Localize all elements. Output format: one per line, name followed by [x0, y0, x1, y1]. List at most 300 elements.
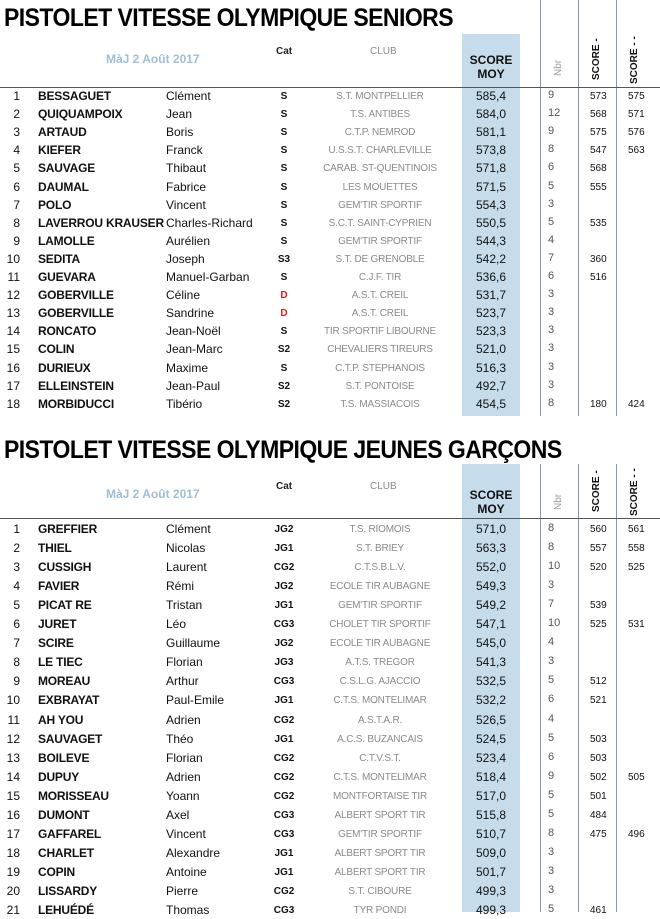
- score-moy: 571,0: [475, 522, 507, 536]
- first-name: Joseph: [166, 251, 205, 266]
- table-row: [0, 863, 660, 881]
- score-moy: 523,4: [475, 750, 507, 765]
- club-name: C.T.S.B.L.V.: [354, 562, 406, 574]
- category: D: [280, 308, 288, 320]
- rank: 9: [13, 674, 20, 689]
- category: S: [280, 109, 288, 121]
- category: S3: [277, 253, 291, 265]
- table-row: [0, 806, 660, 824]
- first-name: Florian: [166, 655, 203, 670]
- table-row: [0, 395, 660, 413]
- score-moy: 517,0: [475, 788, 507, 803]
- table-row: [0, 87, 660, 105]
- score1-value: 568: [590, 109, 607, 121]
- category: S: [280, 127, 288, 139]
- last-name: LAVERROU KRAUSER: [38, 215, 164, 230]
- club-name: A.T.S. TREGOR: [345, 657, 415, 669]
- nbr-header: Nbr: [553, 493, 564, 510]
- rank: 21: [6, 903, 20, 917]
- score-moy: 544,3: [475, 233, 507, 248]
- rank: 8: [13, 215, 20, 230]
- club-name: CHEVALIERS TIREURS: [327, 344, 433, 356]
- category: S: [280, 91, 288, 102]
- nbr-value: 5: [548, 788, 555, 801]
- score1-value: 535: [590, 217, 607, 229]
- category: S2: [277, 344, 291, 356]
- score1-value: 360: [590, 253, 607, 265]
- score1-value: 568: [590, 163, 607, 175]
- first-name: Léo: [166, 617, 187, 632]
- club-name: S.T. DE GRENOBLE: [335, 253, 425, 265]
- table-row: [0, 159, 660, 177]
- first-name: Tristan: [166, 598, 203, 613]
- nbr-value: 5: [548, 179, 555, 192]
- score-moy: 547,1: [475, 617, 507, 632]
- category: CG3: [273, 676, 295, 688]
- last-name: COPIN: [38, 864, 76, 879]
- club-name: A.C.S. BUZANCAIS: [337, 733, 423, 745]
- last-name: QUIQUAMPOIX: [38, 107, 123, 122]
- nbr-header: Nbr: [553, 59, 564, 76]
- nbr-value: 8: [548, 143, 555, 156]
- category: CG2: [273, 562, 295, 574]
- nbr-value: 7: [548, 251, 555, 264]
- rank: 2: [13, 541, 20, 556]
- rank: 10: [6, 251, 20, 266]
- table-row: [0, 377, 660, 395]
- score-moy: 499,3: [475, 903, 507, 917]
- nbr-value: 7: [548, 598, 555, 611]
- rank: 14: [6, 324, 20, 339]
- first-name: Vincent: [166, 197, 206, 212]
- nbr-value: 3: [548, 579, 555, 592]
- club-name: ECOLE TIR AUBAGNE: [329, 638, 431, 650]
- rank: 4: [13, 143, 20, 158]
- score-moy: 509,0: [475, 845, 507, 860]
- club-name: U.S.S.T. CHARLEVILLE: [328, 145, 432, 157]
- club-name: S.T. PONTOISE: [345, 380, 415, 392]
- score-moy: 499,3: [475, 883, 507, 898]
- category: CG2: [273, 790, 295, 802]
- last-name: SAUVAGE: [38, 161, 96, 176]
- club-name: C.T.S. MONTELIMAR: [333, 695, 427, 707]
- table-row: [0, 672, 660, 690]
- nbr-value: 12: [548, 107, 561, 120]
- score1-value: 516: [590, 272, 607, 283]
- first-name: Franck: [166, 143, 203, 158]
- nbr-value: 9: [548, 769, 555, 782]
- update-date: MàJ 2 Août 2017: [106, 52, 200, 66]
- score2-value: 571: [628, 109, 645, 121]
- club-name: CHOLET TIR SPORTIF: [329, 619, 431, 631]
- category: S: [280, 181, 288, 193]
- rank: 18: [6, 396, 20, 411]
- nbr-value: 3: [548, 378, 555, 391]
- first-name: Rémi: [166, 579, 195, 594]
- nbr-value: 3: [548, 655, 555, 668]
- score1-value: 557: [590, 543, 607, 555]
- nbr-value: 3: [548, 306, 555, 319]
- table-row: [0, 340, 660, 358]
- nbr-value: 8: [548, 826, 555, 839]
- last-name: ELLEINSTEIN: [38, 378, 114, 393]
- first-name: Adrien: [166, 769, 201, 784]
- club-name: GEM'TIR SPORTIF: [338, 199, 422, 211]
- table-row: [0, 577, 660, 595]
- section-title: PISTOLET VITESSE OLYMPIQUE JEUNES GARÇONS: [4, 436, 562, 464]
- score-moy-header: SCORE MOY: [469, 488, 513, 516]
- last-name: LAMOLLE: [38, 233, 95, 248]
- last-name: DAUMAL: [38, 179, 89, 194]
- nbr-value: 5: [548, 731, 555, 744]
- rank: 20: [6, 883, 20, 898]
- nbr-value: 5: [548, 674, 555, 687]
- score-moy: 501,7: [475, 864, 507, 879]
- rank: 2: [13, 107, 20, 122]
- nbr-value: 8: [548, 522, 555, 534]
- table-row: [0, 196, 660, 214]
- table-row: [0, 250, 660, 268]
- rank: 8: [13, 655, 20, 670]
- nbr-value: 6: [548, 161, 555, 174]
- score2-value: 496: [628, 828, 645, 840]
- first-name: Boris: [166, 125, 194, 140]
- nbr-value: 6: [548, 693, 555, 706]
- category: JG3: [274, 657, 294, 669]
- club-name: ALBERT SPORT TIR: [334, 847, 426, 859]
- last-name: DUMONT: [38, 807, 90, 822]
- table-row: [0, 730, 660, 748]
- score1-value: 560: [590, 524, 607, 535]
- club-name: C.T.S. MONTELIMAR: [333, 771, 427, 783]
- first-name: Théo: [166, 731, 194, 746]
- score-moy: 492,7: [475, 378, 507, 393]
- score-moy: 531,7: [475, 288, 507, 303]
- table-row: [0, 596, 660, 614]
- first-name: Antoine: [166, 864, 207, 879]
- score-moy: 516,3: [475, 360, 507, 375]
- category: JG1: [274, 866, 294, 878]
- club-name: C.T.P. NEMROD: [344, 127, 416, 139]
- rank: 7: [13, 636, 20, 651]
- first-name: Charles-Richard: [166, 215, 253, 230]
- rank: 5: [13, 598, 20, 613]
- table-row: [0, 268, 660, 286]
- club-name: ECOLE TIR AUBAGNE: [329, 581, 431, 593]
- club-name: GEM'TIR SPORTIF: [338, 828, 422, 840]
- rank: 10: [6, 693, 20, 708]
- first-name: Arthur: [166, 674, 199, 689]
- score-moy-header: SCORE MOY: [469, 53, 513, 81]
- first-name: Thomas: [166, 903, 210, 917]
- club-name: ALBERT SPORT TIR: [334, 809, 426, 821]
- club-name: S.C.T. SAINT-CYPRIEN: [328, 217, 432, 229]
- score-moy: 518,4: [475, 769, 507, 784]
- score2-value: 561: [628, 524, 645, 535]
- club-name: S.T. CIBOURE: [348, 885, 412, 897]
- last-name: LE TIEC: [38, 655, 83, 670]
- score1-value: 521: [590, 695, 607, 707]
- category: JG1: [274, 733, 294, 745]
- last-name: JURET: [38, 617, 77, 632]
- nbr-value: 3: [548, 288, 555, 301]
- score-moy: 550,5: [475, 215, 507, 230]
- score2-value: 424: [628, 398, 645, 410]
- header-divider: [0, 518, 660, 519]
- nbr-value: 4: [548, 712, 555, 725]
- cat-header: Cat: [276, 46, 293, 57]
- first-name: Aurélien: [166, 233, 211, 248]
- nbr-value: 3: [548, 845, 555, 858]
- nbr-value: 4: [548, 233, 555, 246]
- rank: 15: [6, 342, 20, 357]
- table-row: [0, 520, 660, 538]
- category: JG2: [274, 581, 294, 593]
- score-moy: 571,5: [475, 179, 507, 194]
- table-row: [0, 653, 660, 671]
- score1-value: 573: [590, 91, 607, 102]
- category: CG2: [273, 714, 295, 726]
- table-row: [0, 787, 660, 805]
- last-name: BESSAGUET: [38, 89, 111, 103]
- club-name: C.S.L.G. AJACCIO: [339, 676, 421, 688]
- first-name: Laurent: [166, 560, 207, 575]
- score-moy: 542,2: [475, 251, 507, 266]
- category: S: [280, 272, 288, 283]
- club-header: CLUB: [370, 46, 397, 57]
- club-name: GEM'TIR SPORTIF: [338, 235, 422, 247]
- category: JG1: [274, 847, 294, 859]
- club-name: S.T. BRIEY: [355, 543, 404, 555]
- score2-value: 563: [628, 145, 645, 157]
- category: S2: [277, 398, 291, 410]
- last-name: LISSARDY: [38, 883, 98, 898]
- last-name: POLO: [38, 197, 72, 212]
- club-name: T.S. ANTIBES: [350, 109, 410, 121]
- jeunes-section: [0, 432, 660, 917]
- rank: 17: [6, 378, 20, 393]
- table-row: [0, 901, 660, 919]
- score1-value: 503: [590, 733, 607, 745]
- club-name: S.T. MONTPELLIER: [336, 91, 424, 102]
- score1-value: 575: [590, 127, 607, 139]
- club-name: MONTFORTAISE TIR: [332, 790, 428, 802]
- rank: 16: [6, 360, 20, 375]
- rank: 13: [6, 750, 20, 765]
- first-name: Guillaume: [166, 636, 221, 651]
- score-moy: 521,0: [475, 342, 507, 357]
- category: CG2: [273, 771, 295, 783]
- table-row: [0, 322, 660, 340]
- last-name: GOBERVILLE: [38, 288, 114, 303]
- table-row: [0, 178, 660, 196]
- club-name: A.S.T. CREIL: [351, 290, 409, 302]
- first-name: Jean-Marc: [166, 342, 223, 357]
- rank: 5: [13, 161, 20, 176]
- category: CG2: [273, 885, 295, 897]
- table-row: [0, 214, 660, 232]
- rank: 1: [13, 89, 20, 103]
- table-row: [0, 768, 660, 786]
- cat-header: Cat: [276, 481, 293, 492]
- nbr-value: 5: [548, 903, 555, 915]
- score1-header: SCORE -: [591, 470, 602, 512]
- last-name: SEDITA: [38, 251, 80, 266]
- club-name: C.T.V.S.T.: [359, 752, 401, 764]
- seniors-section: [0, 0, 660, 420]
- score1-value: 525: [590, 619, 607, 631]
- rank: 13: [6, 306, 20, 321]
- club-name: CARAB. ST-QUENTINOIS: [323, 163, 437, 175]
- club-name: GEM'TIR SPORTIF: [338, 600, 422, 612]
- score-moy: 536,6: [475, 270, 507, 284]
- category: JG1: [274, 600, 294, 612]
- last-name: CUSSIGH: [38, 560, 92, 575]
- category: S: [280, 217, 288, 229]
- first-name: Fabrice: [166, 179, 207, 194]
- last-name: THIEL: [38, 541, 72, 556]
- score2-value: 505: [628, 771, 645, 783]
- table-row: [0, 232, 660, 250]
- rank: 18: [6, 845, 20, 860]
- nbr-value: 3: [548, 324, 555, 337]
- last-name: GREFFIER: [38, 522, 98, 536]
- club-name: C.J.F. TIR: [358, 272, 402, 283]
- club-header: CLUB: [370, 481, 397, 492]
- first-name: Tibério: [166, 396, 203, 411]
- score1-value: 539: [590, 600, 607, 612]
- nbr-value: 5: [548, 215, 555, 228]
- score2-value: 525: [628, 562, 645, 574]
- score-moy: 523,3: [475, 324, 507, 339]
- table-row: [0, 304, 660, 322]
- update-date: MàJ 2 Août 2017: [106, 487, 200, 501]
- score1-value: 501: [590, 790, 607, 802]
- category: S: [280, 235, 288, 247]
- score-moy: 584,0: [475, 107, 507, 122]
- section-title: PISTOLET VITESSE OLYMPIQUE SENIORS: [4, 4, 454, 32]
- score1-value: 503: [590, 752, 607, 764]
- score-moy: 526,5: [475, 712, 507, 727]
- category: S: [280, 199, 288, 211]
- club-name: ALBERT SPORT TIR: [334, 866, 426, 878]
- last-name: GAFFAREL: [38, 826, 102, 841]
- last-name: RONCATO: [38, 324, 97, 339]
- table-row: [0, 539, 660, 557]
- score-moy: 523,7: [475, 306, 507, 321]
- last-name: MORISSEAU: [38, 788, 109, 803]
- nbr-value: 4: [548, 636, 555, 649]
- table-row: [0, 141, 660, 159]
- rank: 11: [7, 270, 20, 284]
- nbr-value: 8: [548, 396, 555, 409]
- score-moy: 581,1: [475, 125, 507, 140]
- score1-value: 484: [590, 809, 607, 821]
- score1-value: 475: [590, 828, 607, 840]
- nbr-value: 10: [548, 560, 561, 573]
- last-name: EXBRAYAT: [38, 693, 100, 708]
- club-name: A.S.T. CREIL: [351, 308, 409, 320]
- last-name: DUPUY: [38, 769, 80, 784]
- score1-value: 180: [590, 398, 607, 410]
- last-name: AH YOU: [38, 712, 84, 727]
- category: JG1: [274, 695, 294, 707]
- last-name: DURIEUX: [38, 360, 91, 375]
- score1-value: 547: [590, 145, 607, 157]
- first-name: Axel: [166, 807, 190, 822]
- table-row: [0, 749, 660, 767]
- score-moy: 573,8: [475, 143, 507, 158]
- score-moy: 532,2: [475, 693, 507, 708]
- score1-header: SCORE -: [591, 38, 602, 80]
- category: CG3: [273, 828, 295, 840]
- score2-value: 558: [628, 543, 645, 555]
- score2-value: 575: [628, 91, 645, 102]
- nbr-value: 3: [548, 197, 555, 210]
- first-name: Jean: [166, 107, 193, 122]
- nbr-value: 3: [548, 864, 555, 877]
- first-name: Jean-Paul: [166, 378, 221, 393]
- table-row: [0, 286, 660, 304]
- table-row: [0, 825, 660, 843]
- club-name: TIR SPORTIF LIBOURNE: [324, 326, 436, 338]
- table-row: [0, 105, 660, 123]
- nbr-value: 3: [548, 360, 555, 373]
- category: CG3: [273, 619, 295, 631]
- category: D: [280, 290, 288, 302]
- last-name: LEHUÉDÉ: [38, 903, 94, 917]
- category: S: [280, 145, 288, 157]
- first-name: Thibaut: [166, 161, 207, 176]
- score-moy: 510,7: [475, 826, 507, 841]
- first-name: Paul-Emile: [166, 693, 225, 708]
- first-name: Pierre: [166, 883, 199, 898]
- last-name: COLIN: [38, 342, 75, 357]
- table-row: [0, 634, 660, 652]
- rank: 7: [13, 197, 20, 212]
- last-name: KIEFER: [38, 143, 81, 158]
- first-name: Jean-Noël: [166, 324, 221, 339]
- last-name: GUEVARA: [38, 270, 96, 284]
- club-name: A.S.T.A.R.: [357, 714, 403, 726]
- score1-value: 512: [590, 676, 607, 688]
- last-name: MOREAU: [38, 674, 91, 689]
- category: S2: [277, 380, 291, 392]
- first-name: Maxime: [166, 360, 209, 375]
- score-moy: 549,2: [475, 598, 507, 613]
- table-row: [0, 615, 660, 633]
- first-name: Sandrine: [166, 306, 215, 321]
- last-name: ARTAUD: [38, 125, 87, 140]
- first-name: Adrien: [166, 712, 201, 727]
- score-moy: 454,5: [475, 396, 507, 411]
- first-name: Manuel-Garban: [166, 270, 250, 284]
- score1-value: 502: [590, 771, 607, 783]
- score-moy: 524,5: [475, 731, 507, 746]
- nbr-value: 6: [548, 750, 555, 763]
- score2-header: SCORE - -: [629, 468, 640, 516]
- rank: 4: [13, 579, 20, 594]
- category: JG2: [274, 524, 294, 535]
- club-name: C.T.P. STEPHANOIS: [335, 362, 425, 374]
- score2-header: SCORE - -: [629, 36, 640, 84]
- club-name: LES MOUETTES: [342, 181, 418, 193]
- nbr-value: 3: [548, 883, 555, 896]
- category: CG3: [273, 809, 295, 821]
- category: CG2: [273, 752, 295, 764]
- nbr-value: 3: [548, 342, 555, 355]
- nbr-value: 9: [548, 89, 555, 101]
